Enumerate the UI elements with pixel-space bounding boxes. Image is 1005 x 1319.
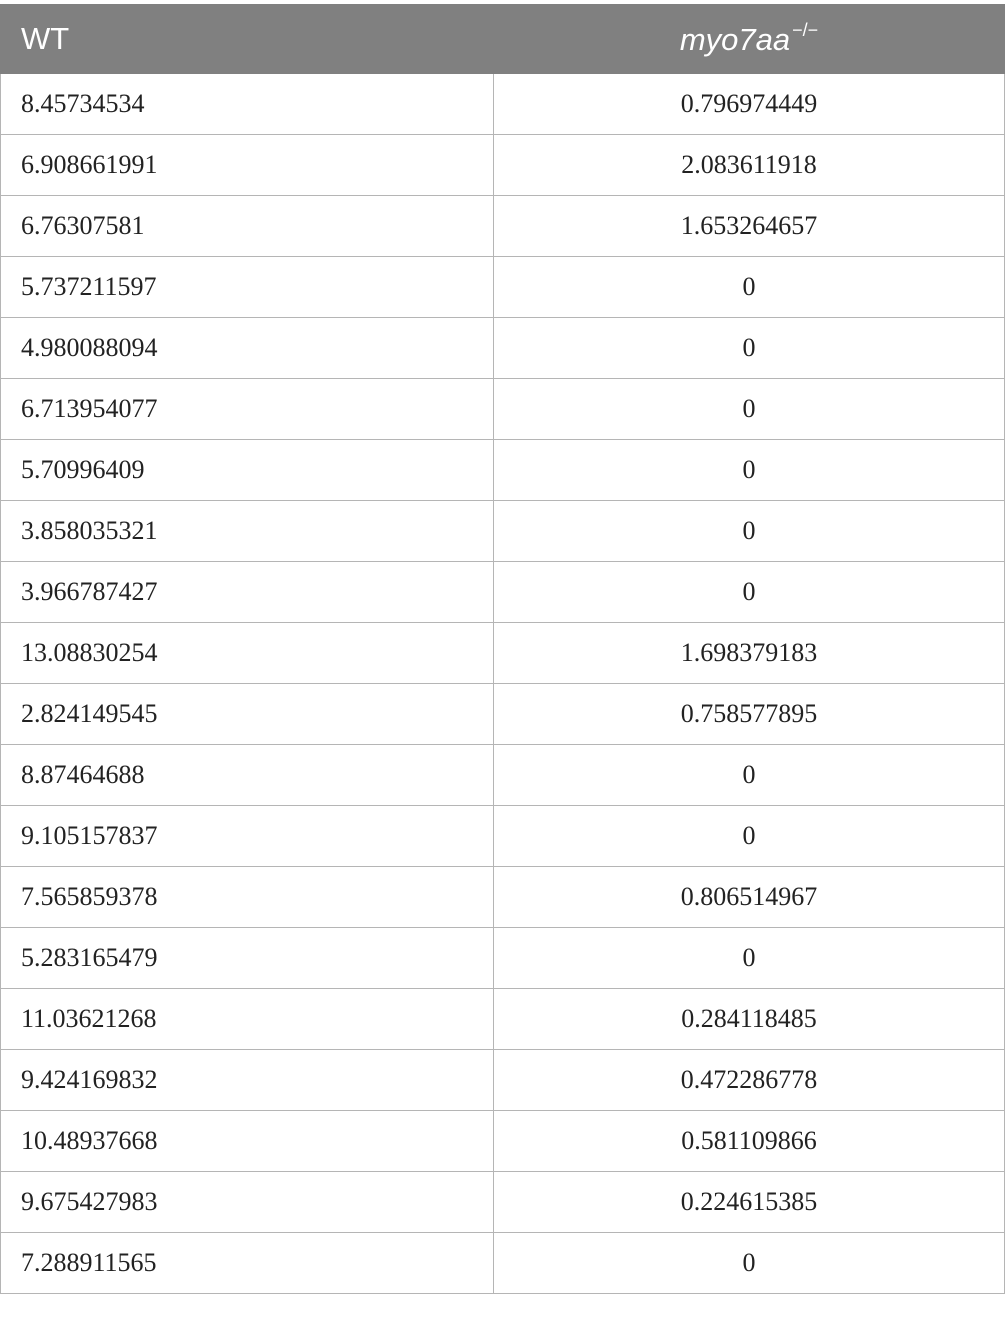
table-row [1,1233,1005,1294]
wt-value-cell: 10.48937668 [1,1111,494,1172]
wt-value-cell: 6.76307581 [1,196,494,257]
mutant-value-cell: 1.653264657 [494,196,1005,257]
table-row [1,196,1005,257]
wt-value-cell: 8.45734534 [1,74,494,135]
wt-value-cell: 13.08830254 [1,623,494,684]
table-header [1,5,1005,74]
mutant-value-cell: 0 [494,318,1005,379]
mutant-value-cell: 0 [494,1233,1005,1294]
wt-value-cell: 6.908661991 [1,135,494,196]
mutant-value-cell: 0.224615385 [494,1172,1005,1233]
table-row [1,867,1005,928]
mutant-value-cell: 0.796974449 [494,74,1005,135]
table-row [1,1111,1005,1172]
table-row [1,684,1005,745]
wt-value-cell: 7.288911565 [1,1233,494,1294]
wt-value-cell: 3.966787427 [1,562,494,623]
table-row [1,257,1005,318]
mutant-value-cell: 0 [494,562,1005,623]
wt-value-cell: 5.70996409 [1,440,494,501]
wt-value-cell: 9.105157837 [1,806,494,867]
wt-value-cell: 11.03621268 [1,989,494,1050]
table-row [1,1172,1005,1233]
table-row [1,989,1005,1050]
mutant-value-cell: 2.083611918 [494,135,1005,196]
table-row [1,562,1005,623]
mutant-value-cell: 0 [494,379,1005,440]
column-header-myo7aa [494,5,1005,74]
mutant-value-cell: 0.472286778 [494,1050,1005,1111]
genotype-superscript: −/− [792,20,819,40]
wt-value-cell: 5.283165479 [1,928,494,989]
wt-value-cell: 7.565859378 [1,867,494,928]
wt-value-cell: 9.675427983 [1,1172,494,1233]
table-row [1,318,1005,379]
wt-value-cell: 5.737211597 [1,257,494,318]
table-row [1,1050,1005,1111]
table-row [1,74,1005,135]
wt-value-cell: 4.980088094 [1,318,494,379]
wt-value-cell: 8.87464688 [1,745,494,806]
wt-value-cell: 9.424169832 [1,1050,494,1111]
mutant-value-cell: 0 [494,745,1005,806]
mutant-value-cell: 0.806514967 [494,867,1005,928]
mutant-value-cell: 0.284118485 [494,989,1005,1050]
table-row [1,440,1005,501]
mutant-value-cell: 0 [494,928,1005,989]
table-body [1,74,1005,1294]
data-table [0,4,1005,1294]
mutant-value-cell: 0 [494,440,1005,501]
wt-value-cell: 2.824149545 [1,684,494,745]
table-row [1,501,1005,562]
mutant-value-cell: 1.698379183 [494,623,1005,684]
wt-value-cell: 6.713954077 [1,379,494,440]
table-row [1,623,1005,684]
wt-value-cell: 3.858035321 [1,501,494,562]
table-row [1,928,1005,989]
table-row [1,806,1005,867]
header-row [1,5,1005,74]
mutant-value-cell: 0 [494,806,1005,867]
column-header-wt: WT [1,5,494,74]
mutant-value-cell: 0.581109866 [494,1111,1005,1172]
mutant-value-cell: 0 [494,501,1005,562]
table-row [1,745,1005,806]
mutant-value-cell: 0 [494,257,1005,318]
gene-name: myo7aa [679,22,791,57]
table-row [1,135,1005,196]
mutant-value-cell: 0.758577895 [494,684,1005,745]
table-row [1,379,1005,440]
